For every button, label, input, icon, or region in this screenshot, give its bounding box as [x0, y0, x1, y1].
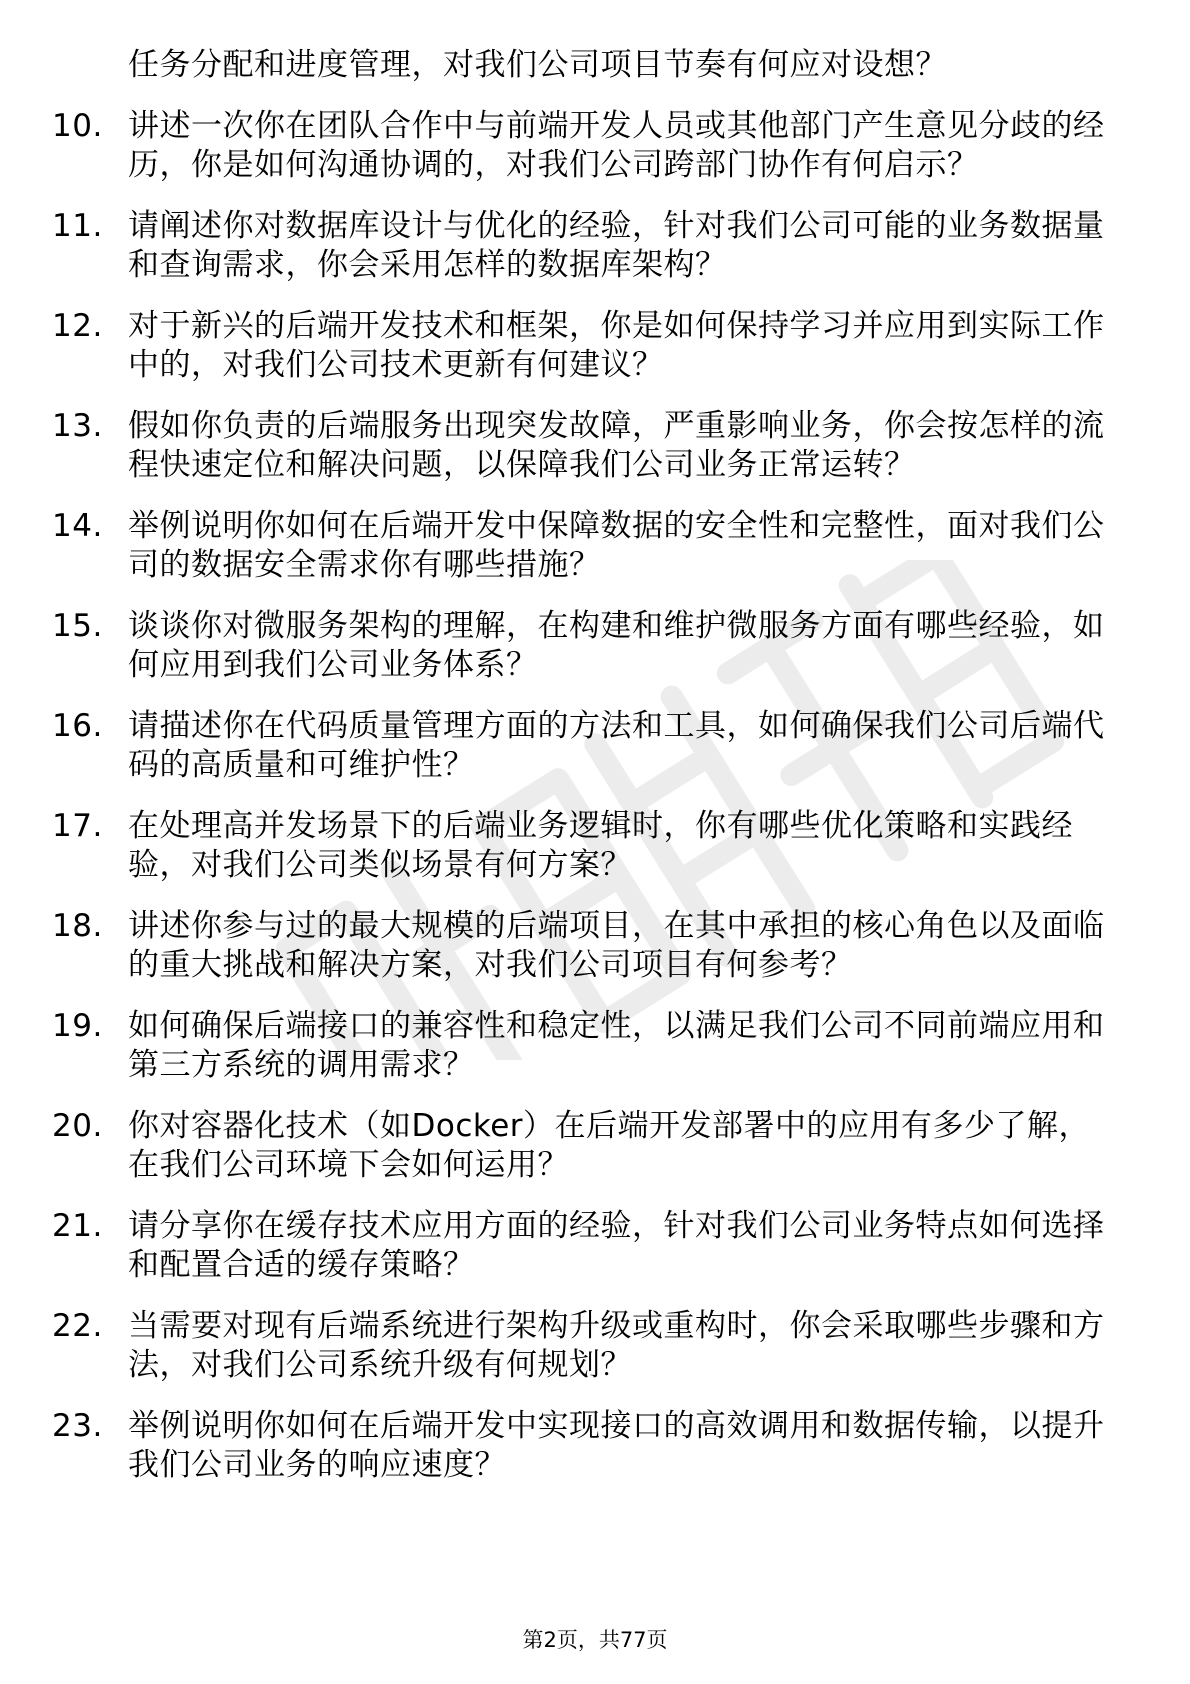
question-item — [0, 407, 1190, 485]
question-number: 16. — [52, 708, 103, 744]
question-number: 21. — [52, 1208, 103, 1244]
question-text: 讲述一次你在团队合作中与前端开发人员或其他部门产生意见分歧的经历，你是如何沟通协调的，对我们公司跨部门协作有何启示？ — [128, 108, 1105, 183]
question-text: 请阐述你对数据库设计与优化的经验，针对我们公司可能的业务数据量和查询需求，你会采用怎样的数据库架构？ — [128, 208, 1105, 283]
question-text: 在处理高并发场景下的后端业务逻辑时，你有哪些优化策略和实践经验，对我们公司类似场景有何方案？ — [128, 808, 1073, 883]
question-text: 你对容器化技术（如Docker）在后端开发部署中的应用有多少了解，在我们公司环境下会如何运用？ — [128, 1108, 1091, 1183]
question-item — [0, 1407, 1190, 1485]
question-number: 11. — [52, 208, 103, 244]
page-footer: 第2页，共77页 — [522, 1628, 668, 1652]
continued-question-text: 任务分配和进度管理，对我们公司项目节奏有何应对设想？ — [128, 47, 947, 83]
question-item — [0, 207, 1190, 285]
question-item — [0, 1307, 1190, 1385]
question-text: 如何确保后端接口的兼容性和稳定性，以满足我们公司不同前端应用和第三方系统的调用需求？ — [128, 1008, 1105, 1083]
question-number: 19. — [52, 1008, 103, 1044]
question-item — [0, 1007, 1190, 1085]
question-text: 请分享你在缓存技术应用方面的经验，针对我们公司业务特点如何选择和配置合适的缓存策略？ — [128, 1208, 1105, 1283]
question-item — [0, 707, 1190, 785]
question-item — [0, 907, 1190, 985]
question-text: 请描述你在代码质量管理方面的方法和工具，如何确保我们公司后端代码的高质量和可维护性？ — [128, 708, 1105, 783]
question-item — [0, 107, 1190, 185]
question-list — [0, 46, 1190, 1507]
question-item — [0, 1107, 1190, 1185]
question-number: 13. — [52, 408, 103, 444]
question-text: 假如你负责的后端服务出现突发故障，严重影响业务，你会按怎样的流程快速定位和解决问题，以保障我们公司业务正常运转？ — [128, 408, 1105, 483]
question-number: 20. — [52, 1108, 103, 1144]
question-item — [0, 1207, 1190, 1285]
question-text: 谈谈你对微服务架构的理解，在构建和维护微服务方面有哪些经验，如何应用到我们公司业务体系？ — [128, 608, 1105, 683]
question-number: 22. — [52, 1308, 103, 1344]
question-item — [0, 607, 1190, 685]
question-number: 15. — [52, 608, 103, 644]
question-number: 14. — [52, 508, 103, 544]
question-item — [0, 507, 1190, 585]
question-text: 举例说明你如何在后端开发中保障数据的安全性和完整性，面对我们公司的数据安全需求你有哪些措施？ — [128, 508, 1105, 583]
question-item — [0, 307, 1190, 385]
question-number: 12. — [52, 308, 103, 344]
question-text: 讲述你参与过的最大规模的后端项目，在其中承担的核心角色以及面临的重大挑战和解决方案，对我们公司项目有何参考？ — [128, 908, 1105, 983]
question-number: 23. — [52, 1408, 103, 1444]
question-number: 17. — [52, 808, 103, 844]
question-text: 对于新兴的后端开发技术和框架，你是如何保持学习并应用到实际工作中的，对我们公司技术更新有何建议？ — [128, 308, 1105, 383]
question-text: 举例说明你如何在后端开发中实现接口的高效调用和数据传输，以提升我们公司业务的响应速度？ — [128, 1408, 1105, 1483]
question-text: 当需要对现有后端系统进行架构升级或重构时，你会采取哪些步骤和方法，对我们公司系统升级有何规划？ — [128, 1308, 1105, 1383]
question-item — [0, 807, 1190, 885]
question-number: 10. — [52, 108, 103, 144]
question-number: 18. — [52, 908, 103, 944]
